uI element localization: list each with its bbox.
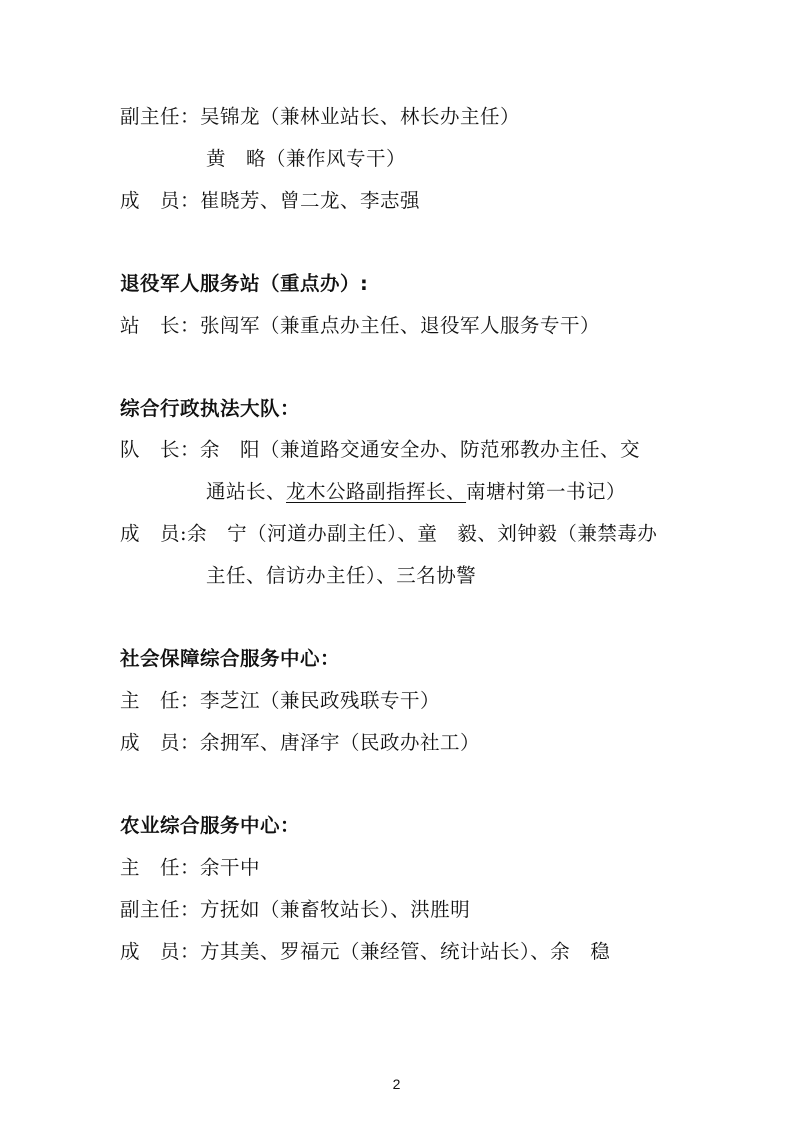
forestry-members: 成 员：崔晓芳、曾二龙、李志强 (120, 189, 421, 212)
agri-director: 主 任：余干中 (120, 856, 261, 879)
enforcement-captain-line-1: 队 长：余 阳（兼道路交通安全办、防范邪教办主任、交 (120, 438, 641, 461)
social-director: 主 任：李芝江（兼民政残联专干） (120, 689, 441, 712)
social-members: 成 员：余拥军、唐泽宇（民政办社工） (120, 731, 481, 754)
captain-text-a: 通站长、 (206, 480, 287, 503)
enforcement-heading: 综合行政执法大队： (120, 397, 301, 420)
forestry-deputy-director-2: 黄 略（兼作风专干） (206, 147, 407, 170)
page-number: 2 (392, 1076, 401, 1092)
social-heading: 社会保障综合服务中心： (120, 647, 341, 670)
captain-text-underlined: 龙木公路副指挥长、 (286, 480, 467, 503)
forestry-deputy-director: 副主任：吴锦龙（兼林业站长、林长办主任） (120, 105, 521, 128)
agri-deputy: 副主任：方抚如（兼畜牧站长）、洪胜明 (120, 898, 471, 921)
enforcement-captain-line-2 (206, 479, 626, 505)
agri-members: 成 员：方其美、罗福元（兼经管、统计站长）、余 稳 (120, 940, 611, 963)
captain-text-b: 南塘村第一书记） (466, 480, 627, 503)
veterans-station-head: 站 长：张闯军（兼重点办主任、退役军人服务专干） (120, 314, 601, 337)
enforcement-members-line-2: 主任、信访办主任）、三名协警 (206, 564, 477, 587)
agri-heading: 农业综合服务中心： (120, 814, 301, 837)
enforcement-members-line-1: 成 员:余 宁（河道办副主任）、童 毅、刘钟毅（兼禁毒办 (120, 522, 658, 545)
veterans-heading: 退役军人服务站（重点办）: (120, 272, 369, 295)
